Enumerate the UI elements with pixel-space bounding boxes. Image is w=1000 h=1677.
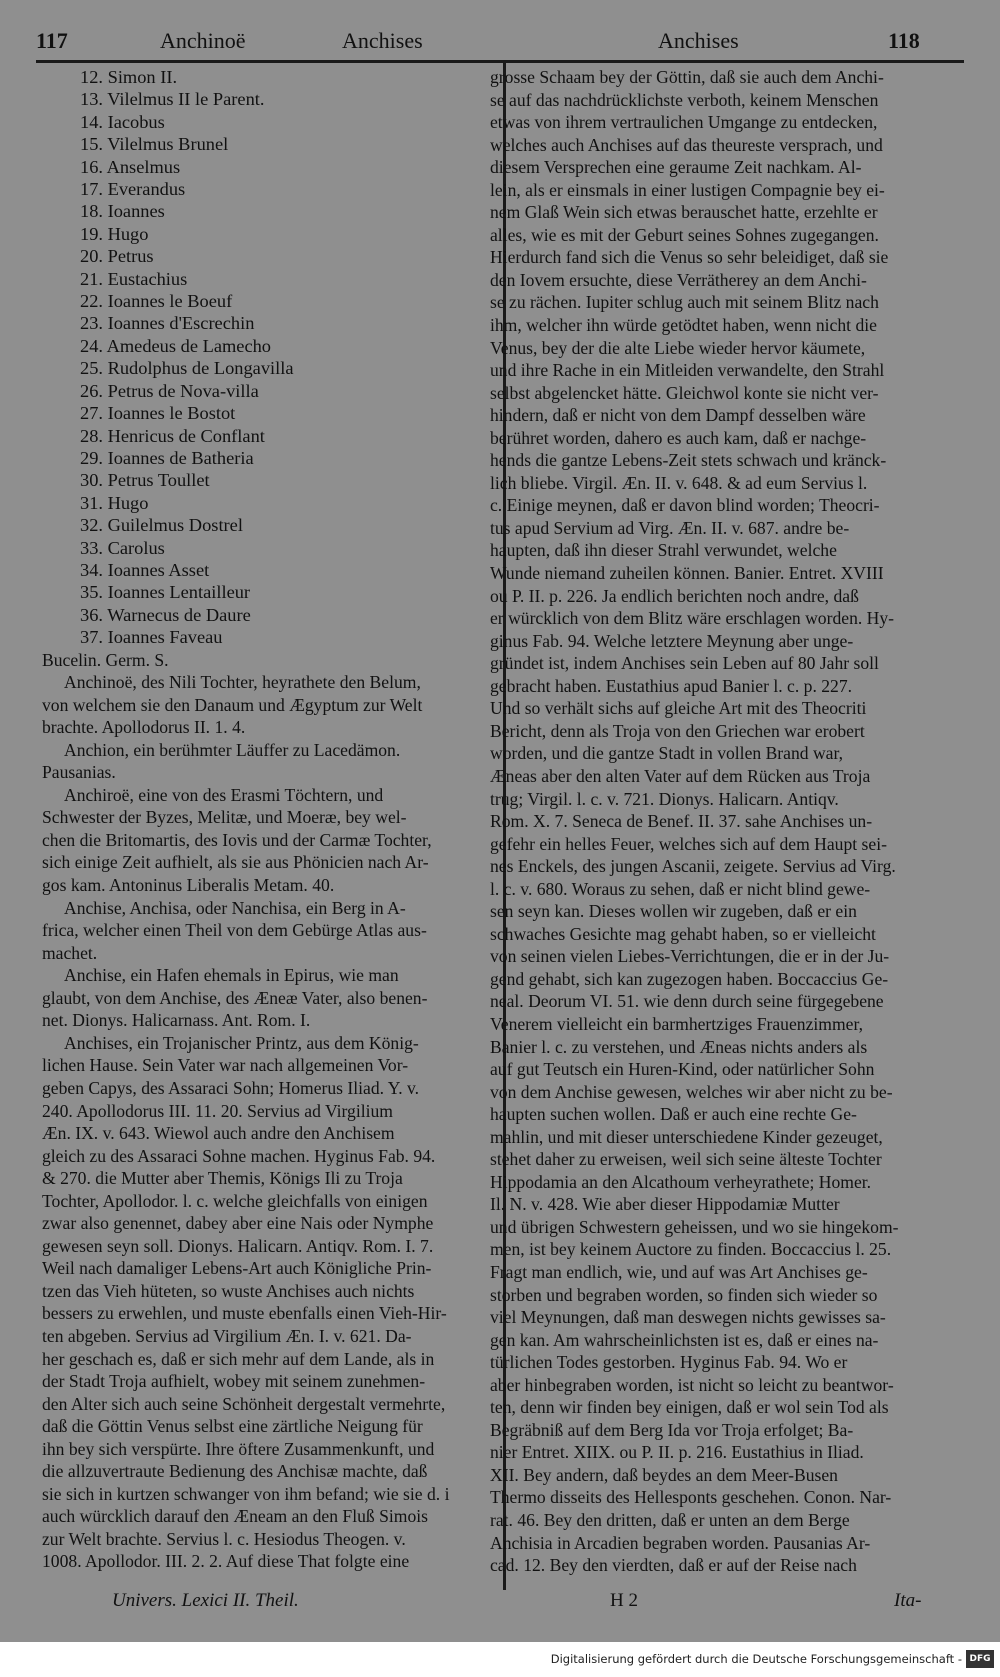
text-line: viel Meynungen, daß man deswegen nichts gewisses sa- — [490, 1307, 886, 1328]
catchword: Ita- — [894, 1590, 922, 1611]
list-item: 17. Everandus — [80, 179, 186, 200]
left-keyword: Anchinoë — [160, 28, 246, 53]
text-line: Æn. IX. v. 643. Wiewol auch andre den Anchisem — [42, 1123, 395, 1144]
list-item: 18. Ioannes — [80, 201, 165, 222]
right-page-number: 118 — [888, 28, 920, 53]
list-item: 34. Ioannes Asset — [80, 559, 210, 580]
text-line: von welchem sie den Danaum und Ægyptum zur Welt — [42, 694, 423, 715]
list-item: 36. Warnecus de Daure — [80, 604, 251, 625]
text-line: haupten, daß ihn dieser Strahl verwundet, welche — [490, 540, 837, 561]
text-line: Und so verhält sichs auf gleiche Art mit des Theocriti — [490, 698, 867, 719]
text-line: lein, als er einsmals in einer lustigen Compagnie bey ei- — [490, 179, 885, 200]
text-line: sich einige Zeit aufhielt, als sie aus Phönicien nach Ar- — [42, 852, 429, 873]
text-line: Anchion, ein berühmter Läuffer zu Lacedämon. — [64, 739, 401, 760]
text-line: glaubt, von dem Anchise, des Æneæ Vater, also benen- — [42, 987, 428, 1008]
text-line: aber hinbegraben worden, ist nicht so leicht zu beantwor- — [490, 1374, 894, 1395]
text-line: stehet daher zu erweisen, weil sich seine älteste Tochter — [490, 1149, 882, 1170]
text-line: se auf das nachdrücklichste verboth, keinem Menschen — [490, 89, 879, 110]
text-line: Anchises, ein Trojanischer Printz, aus dem König- — [64, 1032, 419, 1053]
text-line: nier Entret. XIIX. ou P. II. p. 216. Eustathius in Iliad. — [490, 1442, 864, 1463]
text-line: Anchiroë, eine von des Erasmi Töchtern, und — [64, 784, 384, 805]
text-line: tus apud Servium ad Virg. Æn. II. v. 687. andre be- — [490, 517, 850, 538]
text-line: und übrigen Schwestern geheissen, und wo sie hingekom- — [490, 1216, 899, 1237]
text-line: ginus Fab. 94. Welche letztere Meynung aber unge- — [490, 630, 854, 651]
list-item: 12. Simon II. — [80, 67, 178, 87]
text-line: gewesen seyn soll. Dionys. Halicarn. Antiqv. Rom. I. 7. — [42, 1235, 434, 1256]
text-line: rat. 46. Bey den dritten, daß er unten an dem Berge — [490, 1510, 850, 1530]
text-line: & 270. die Mutter aber Themis, Königs Ili zu Troja — [42, 1168, 403, 1189]
text-line: nem Glaß Wein sich etwas berauschet hatte, erzehlte er — [490, 202, 878, 223]
dfg-logo-icon: DFG — [966, 1650, 994, 1668]
list-item: 28. Henricus de Conflant — [80, 425, 265, 446]
right-column — [490, 66, 960, 1586]
text-line: Weil nach damaliger Lebens-Art auch Königliche Prin- — [42, 1258, 432, 1279]
list-item: 25. Rudolphus de Longavilla — [80, 358, 294, 379]
list-item: 20. Petrus — [80, 246, 154, 267]
text-line: haupten suchen wollen. Daß er auch eine rechte Ge- — [490, 1104, 857, 1125]
list-item: 35. Ioannes Lentailleur — [80, 582, 251, 603]
list-item: 29. Ioannes de Batheria — [80, 447, 254, 468]
text-line: zur Welt brachte. Servius l. c. Hesiodus Theogen. v. — [42, 1528, 406, 1549]
list-item: 33. Carolus — [80, 537, 165, 558]
text-line: gefehr ein helles Feuer, welches sich auf dem Haupt sei- — [490, 833, 887, 854]
text-line: bessers zu erwehlen, und muste ebenfalls einen Vieh-Hir- — [42, 1303, 447, 1324]
text-line: Banier l. c. zu verstehen, und Æneas nichts anders als — [490, 1036, 868, 1057]
text-line: Thermo disseits des Hellesponts geschehen. Conon. Nar- — [490, 1487, 892, 1508]
text-line: den Alter sich auch seine Schönheit dergestalt vermehrte, — [42, 1393, 446, 1414]
text-line: und ihre Rache in ein Mitleiden verwandelte, den Strahl — [490, 360, 885, 381]
text-line: tzen das Vieh hüteten, so wuste Anchises auch nichts — [42, 1280, 415, 1301]
text-line: den Iovem ersuchte, diese Verrätherey an dem Anchi- — [490, 269, 867, 290]
text-line: der Stadt Troja aufhielt, wobey mit seinem zunehmen- — [42, 1371, 426, 1392]
text-line: Rom. X. 7. Seneca de Benef. II. 37. sahe Anchises un- — [490, 811, 873, 832]
text-line: ou P. II. p. 226. Ja endlich berichten noch andre, daß — [490, 585, 859, 606]
text-line: mahlin, und mit dieser unterschiedene Kinder gezeuget, — [490, 1126, 883, 1147]
text-line: berühret worden, dahero es auch kam, daß er nachge- — [490, 427, 867, 448]
list-item: 16. Anselmus — [80, 156, 181, 177]
list-item: 26. Petrus de Nova-villa — [80, 380, 259, 401]
text-line: Bericht, denn als Troja von den Griechen war erobert — [490, 720, 865, 741]
list-item: 21. Eustachius — [80, 268, 188, 289]
text-line: auch würcklich darauf den Æneam an den Fluß Simois — [42, 1506, 428, 1527]
list-item: 23. Ioannes d'Escrechin — [80, 313, 255, 334]
text-line: schwaches Gesichte mag gehabt haben, so er vielleicht — [490, 923, 876, 944]
text-line: brachte. Apollodorus II. 1. 4. — [42, 717, 246, 738]
text-line: Hierdurch fand sich die Venus so sehr beleidiget, daß sie — [490, 247, 889, 268]
text-line: alles, wie es mit der Geburt seines Sohnes zugegangen. — [490, 224, 879, 245]
text-line: 1008. Apollodor. III. 2. 2. Auf diese That folgte eine — [42, 1551, 410, 1572]
list-item: 13. Vilelmus II le Parent. — [80, 89, 265, 110]
running-header — [0, 22, 1000, 62]
text-line: Æneas aber den alten Vater auf dem Rücken aus Troja — [490, 765, 871, 786]
quire-mark: H 2 — [610, 1590, 638, 1611]
text-line: auf gut Teutsch ein Huren-Kind, oder natürlicher Sohn — [490, 1059, 875, 1080]
right-keyword: Anchises — [658, 28, 739, 53]
text-line: Begräbniß auf dem Berg Ida vor Troja erfolget; Ba- — [490, 1419, 854, 1440]
text-line: ten, denn wir finden bey einigen, daß er wol sein Tod als — [490, 1397, 889, 1418]
text-line: Hippodamia an den Alcathoum verheyrathete; Homer. — [490, 1171, 872, 1192]
text-line: hends die gantze Lebens-Zeit stets schwach und kränck- — [490, 450, 887, 471]
text-line: gos kam. Antoninus Liberalis Metam. 40. — [42, 875, 335, 896]
text-line: von dem Anchise gewesen, welches wir aber nicht zu be- — [490, 1081, 893, 1102]
text-line: net. Dionys. Halicarnass. Ant. Rom. I. — [42, 1010, 311, 1031]
list-item: 37. Ioannes Faveau — [80, 627, 223, 648]
text-line: se zu rächen. Iupiter schlug auch mit seinem Blitz nach — [490, 292, 879, 313]
text-line: Wunde niemand zuheilen können. Banier. Entret. XVIII — [490, 563, 884, 584]
text-line: cad. 12. Bey den vierdten, daß er auf der Reise nach — [490, 1555, 857, 1576]
list-item: 30. Petrus Toullet — [80, 470, 210, 491]
text-line: grosse Schaam bey der Göttin, daß sie auch dem Anchi- — [490, 67, 884, 87]
text-line: worden, und die gantze Stadt in vollen Brand war, — [490, 743, 844, 764]
text-line: Il. N. v. 428. Wie aber dieser Hippodamiæ Mutter — [490, 1194, 840, 1215]
text-line: gleich zu des Assaraci Sohne machen. Hyginus Fab. 94. — [42, 1145, 436, 1166]
left-page-number: 117 — [36, 28, 68, 53]
funding-credit: Digitalisierung gefördert durch die Deutsche Forschungsgemeinschaft - — [550, 1652, 962, 1666]
text-line: selbst abgelencket hätte. Gleichwol konte sie nicht ver- — [490, 382, 879, 403]
text-line: Pausanias. — [42, 762, 116, 783]
text-line: Bucelin. Germ. S. — [42, 649, 169, 670]
text-line: neal. Deorum VI. 51. wie denn durch seine fürgegebene — [490, 991, 884, 1012]
text-line: zwar also genennet, dabey aber eine Nais oder Nymphe — [42, 1213, 434, 1234]
text-line: daß die Göttin Venus selbst eine zärtliche Neigung für — [42, 1416, 423, 1437]
text-line: Schwester der Byzes, Melitæ, und Moeræ, bey wel- — [42, 807, 407, 828]
list-item: 27. Ioannes le Bostot — [80, 403, 236, 424]
text-line: nes Enckels, des jungen Ascanii, zeigete. Servius ad Virg. — [490, 856, 896, 877]
left-column — [42, 66, 497, 1606]
text-line: men, ist bey keinem Auctore zu finden. Boccaccius l. 25. — [490, 1239, 892, 1260]
text-line: her geschach es, daß er sich mehr auf dem Lande, als in — [42, 1348, 435, 1369]
text-line: Anchinoë, des Nili Tochter, heyrathete den Belum, — [64, 672, 421, 693]
text-line: Venerem vielleicht ein barmhertziges Frauenzimmer, — [490, 1013, 864, 1034]
text-line: frica, welcher einen Theil von dem Gebürge Atlas aus- — [42, 920, 427, 941]
list-item: 19. Hugo — [80, 223, 149, 244]
text-line: ihm, welcher ihn würde getödtet haben, wenn nicht die — [490, 315, 877, 336]
text-line: Anchise, Anchisa, oder Nanchisa, ein Berg in A- — [64, 897, 406, 918]
text-line: Anchisia in Arcadien begraben worden. Pausanias Ar- — [490, 1532, 871, 1553]
text-line: er würcklich von dem Blitz wäre erschlagen worden. Hy- — [490, 608, 895, 629]
text-line: Venus, bey der die alte Liebe wieder hervor käumete, — [490, 337, 866, 358]
text-line: lich bliebe. Virgil. Æn. II. v. 648. & ad eum Servius l. — [490, 472, 868, 493]
text-line: diesem Versprechen eine geraume Zeit nachkam. Al- — [490, 157, 862, 178]
text-line: hindern, daß er nicht von dem Dampf desselben wäre — [490, 405, 866, 426]
text-line: von seinen vielen Liebes-Verrichtungen, die er in der Ju- — [490, 946, 890, 967]
list-item: 22. Ioannes le Boeuf — [80, 291, 233, 312]
text-line: sie sich in kurtzen schwanger von ihm befand; wie sie d. i — [42, 1483, 450, 1504]
list-item: 32. Guilelmus Dostrel — [80, 515, 243, 536]
text-line: gen kan. Am wahrscheinlichsten ist es, daß er eines na- — [490, 1329, 879, 1350]
text-line: Tochter, Apollodor. l. c. welche gleichfalls von einigen — [42, 1190, 428, 1211]
text-line: c. Einige meynen, daß er davon blind worden; Theocri- — [490, 495, 880, 516]
text-line: geben Capys, des Assaraci Sohn; Homerus Iliad. Y. v. — [42, 1077, 420, 1098]
text-line: l. c. v. 680. Woraus zu sehen, daß er nicht blind gewe- — [490, 878, 871, 899]
text-line: Fragt man endlich, wie, und auf was Art Anchises ge- — [490, 1261, 868, 1282]
text-line: etwas von ihrem vertraulichen Umgange zu entdecken, — [490, 112, 878, 133]
text-line: 240. Apollodorus III. 11. 20. Servius ad Virgilium — [42, 1100, 393, 1121]
text-line: gebracht haben. Eustathius apud Banier l. c. p. 227. — [490, 675, 853, 696]
list-item: 15. Vilelmus Brunel — [80, 134, 229, 155]
text-line: storben und begraben worden, so finden sich wieder so — [490, 1284, 878, 1305]
list-item: 24. Amedeus de Lamecho — [80, 335, 271, 356]
text-line: trug; Virgil. l. c. v. 721. Dionys. Halicarn. Antiqv. — [490, 788, 839, 809]
digitization-footer — [0, 1642, 1000, 1677]
header-rule — [36, 60, 964, 63]
text-line: gend gehabt, sich kan zugezogen haben. Boccaccius Ge- — [490, 968, 889, 989]
list-item: 14. Iacobus — [80, 111, 165, 132]
text-line: lichen Hause. Sein Vater war nach allgemeinen Vor- — [42, 1055, 409, 1076]
text-line: chen die Britomartis, des Iovis und der Carmæ Tochter, — [42, 829, 432, 850]
text-line: machet. — [42, 942, 98, 963]
list-item: 31. Hugo — [80, 492, 149, 513]
text-line: gründet ist, indem Anchises sein Leben auf 80 Jahr soll — [490, 653, 879, 674]
middle-keyword: Anchises — [342, 28, 423, 53]
text-line: sen seyn kan. Dieses wollen wir zugeben, daß er ein — [490, 901, 857, 922]
text-line: die allzuvertraute Bedienung des Anchisæ machte, daß — [42, 1461, 428, 1482]
page-footer — [0, 1590, 1000, 1620]
text-line: Anchise, ein Hafen ehemals in Epirus, wie man — [64, 965, 399, 986]
text-line: türlichen Todes gestorben. Hyginus Fab. 94. Wo er — [490, 1352, 848, 1373]
text-line: welches auch Anchises auf das theureste versprach, und — [490, 134, 883, 155]
text-line: ihn bey sich verspürte. Ihre öftere Zusammenkunft, und — [42, 1438, 435, 1459]
text-line: XII. Bey andern, daß beydes an dem Meer-Busen — [490, 1464, 838, 1485]
signature-line: Univers. Lexici II. Theil. — [112, 1590, 299, 1611]
text-line: ten abgeben. Servius ad Virgilium Æn. I. v. 621. Da- — [42, 1325, 412, 1346]
